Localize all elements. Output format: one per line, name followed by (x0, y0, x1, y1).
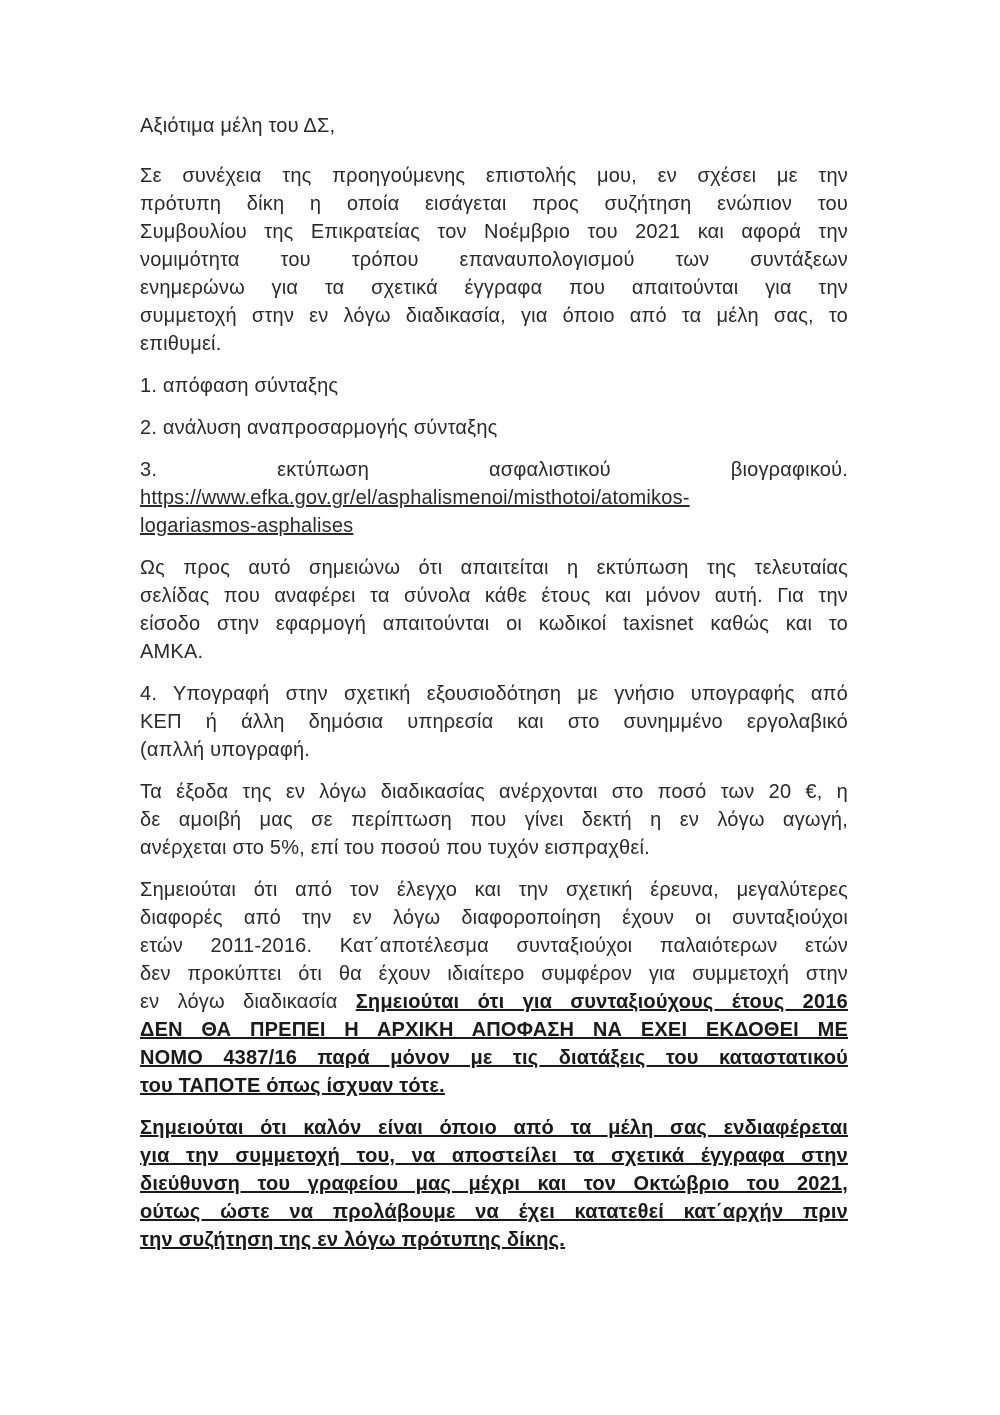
deadline-line: την συζήτηση της εν λόγω πρότυπης δίκης. (140, 1229, 566, 1251)
findings-line: Σημειούται ότι από τον έλεγχο και την σχετική έρευνα, μεγαλύτερες (140, 879, 848, 901)
note-line: σελίδας που αναφέρει τα σύνολα κάθε έτους και μόνον αυτή. Για την (140, 585, 848, 607)
efka-link[interactable]: https://www.efka.gov.gr/el/asphalismenoi/misthotoi/atomikos- (140, 487, 690, 509)
intro-line: ενημερώνω για τα σχετικά έγγραφα που απαιτούνται για την (140, 277, 848, 299)
costs-line: ανέρχεται στο 5%, επί του ποσού που τυχόν εισπραχθεί. (140, 837, 650, 859)
findings-emphasis-line: ΝΟΜΟ 4387/16 παρά μόνον με τις διατάξεις του καταστατικού (140, 1047, 848, 1069)
intro-line: νομιμότητα του τρόπου επαναυπολογισμού των συντάξεων (140, 249, 848, 271)
signature-line: ΚΕΠ ή άλλη δημόσια υπηρεσία και στο συνημμένο εργολαβικό (140, 711, 848, 733)
deadline-line: για την συμμετοχή του, να αποστείλει τα σχετικά έγγραφα στην (140, 1145, 848, 1167)
deadline-line: διεύθυνση του γραφείου μας μέχρι και τον Οκτώβριο του 2021, (140, 1173, 848, 1195)
note-line: ΑΜΚΑ. (140, 641, 204, 663)
findings-line: διαφορές από την εν λόγω διαφοροποίηση έχουν οι συνταξιούχοι (140, 907, 848, 929)
note-line: Ως προς αυτό σημειώνω ότι απαιτείται η εκτύπωση της τελευταίας (140, 557, 848, 579)
greeting: Αξιότιμα μέλη του ΔΣ, (140, 115, 336, 137)
intro-line: πρότυπη δίκη η οποία εισάγεται προς συζήτηση ενώπιον του (140, 193, 848, 215)
list-item-signature (140, 680, 848, 764)
costs-paragraph (140, 778, 848, 862)
findings-plain-text: εν λόγω διαδικασία (140, 991, 356, 1013)
signature-line: (απλλή υπογραφή. (140, 739, 311, 761)
list-item-text: 3. εκτύπωση ασφαλιστικού βιογραφικού. (140, 459, 848, 481)
note-paragraph (140, 554, 848, 666)
efka-link[interactable]: logariasmos-asphalises (140, 515, 354, 537)
costs-line: Τα έξοδα της εν λόγω διαδικασίας ανέρχονται στο ποσό των 20 €, η (140, 781, 848, 803)
costs-line: δε αμοιβή μας σε περίπτωση που γίνει δεκτή η εν λόγω αγωγή, (140, 809, 848, 831)
findings-paragraph (140, 876, 848, 1100)
deadline-line: Σημειούται ότι καλόν είναι όποιο από τα μέλη σας ενδιαφέρεται (140, 1117, 848, 1139)
letter-body (140, 112, 848, 1268)
deadline-paragraph (140, 1114, 848, 1254)
intro-line: συμμετοχή στην εν λόγω διαδικασία, για όποιο από τα μέλη σας, το (140, 305, 848, 327)
list-item-insurance-record (140, 456, 848, 540)
findings-emphasis-text: Σημειούται ότι για συνταξιούχους έτους 2016 (355, 991, 848, 1013)
intro-line: Σε συνέχεια της προηγούμενης επιστολής μου, εν σχέσει με την (140, 165, 848, 187)
findings-line: δεν προκύπτει ότι θα έχουν ιδιαίτερο συμφέρον για συμμετοχή στην (140, 963, 848, 985)
findings-line: ετών 2011-2016. Κατ΄αποτέλεσμα συνταξιούχοι παλαιότερων ετών (140, 935, 848, 957)
signature-line: 4. Υπογραφή στην σχετική εξουσιοδότηση με γνήσιο υπογραφής από (140, 683, 848, 705)
list-item-adjustment: 2. ανάλυση αναπροσαρμογής σύνταξης (140, 417, 498, 439)
findings-emphasis-line: ΔΕΝ ΘΑ ΠΡΕΠΕΙ Η ΑΡΧΙΚΗ ΑΠΟΦΑΣΗ ΝΑ ΕΧΕΙ ΕΚΔΟΘΕΙ ΜΕ (140, 1019, 848, 1041)
findings-emphasis-line: του ΤΑΠΟΤΕ όπως ίσχυαν τότε. (140, 1075, 445, 1097)
findings-mixed-line (140, 988, 848, 1016)
intro-line: Συμβουλίου της Επικρατείας τον Νοέμβριο του 2021 και αφορά την (140, 221, 848, 243)
list-item-decision: 1. απόφαση σύνταξης (140, 375, 339, 397)
deadline-line: ούτως ώστε να προλάβουμε να έχει κατατεθεί κατ΄αρχήν πριν (140, 1201, 848, 1223)
intro-line: επιθυμεί. (140, 333, 222, 355)
intro-paragraph (140, 162, 848, 358)
note-line: είσοδο στην εφαρμογή απαιτούνται οι κωδικοί taxisnet καθώς και το (140, 613, 848, 635)
